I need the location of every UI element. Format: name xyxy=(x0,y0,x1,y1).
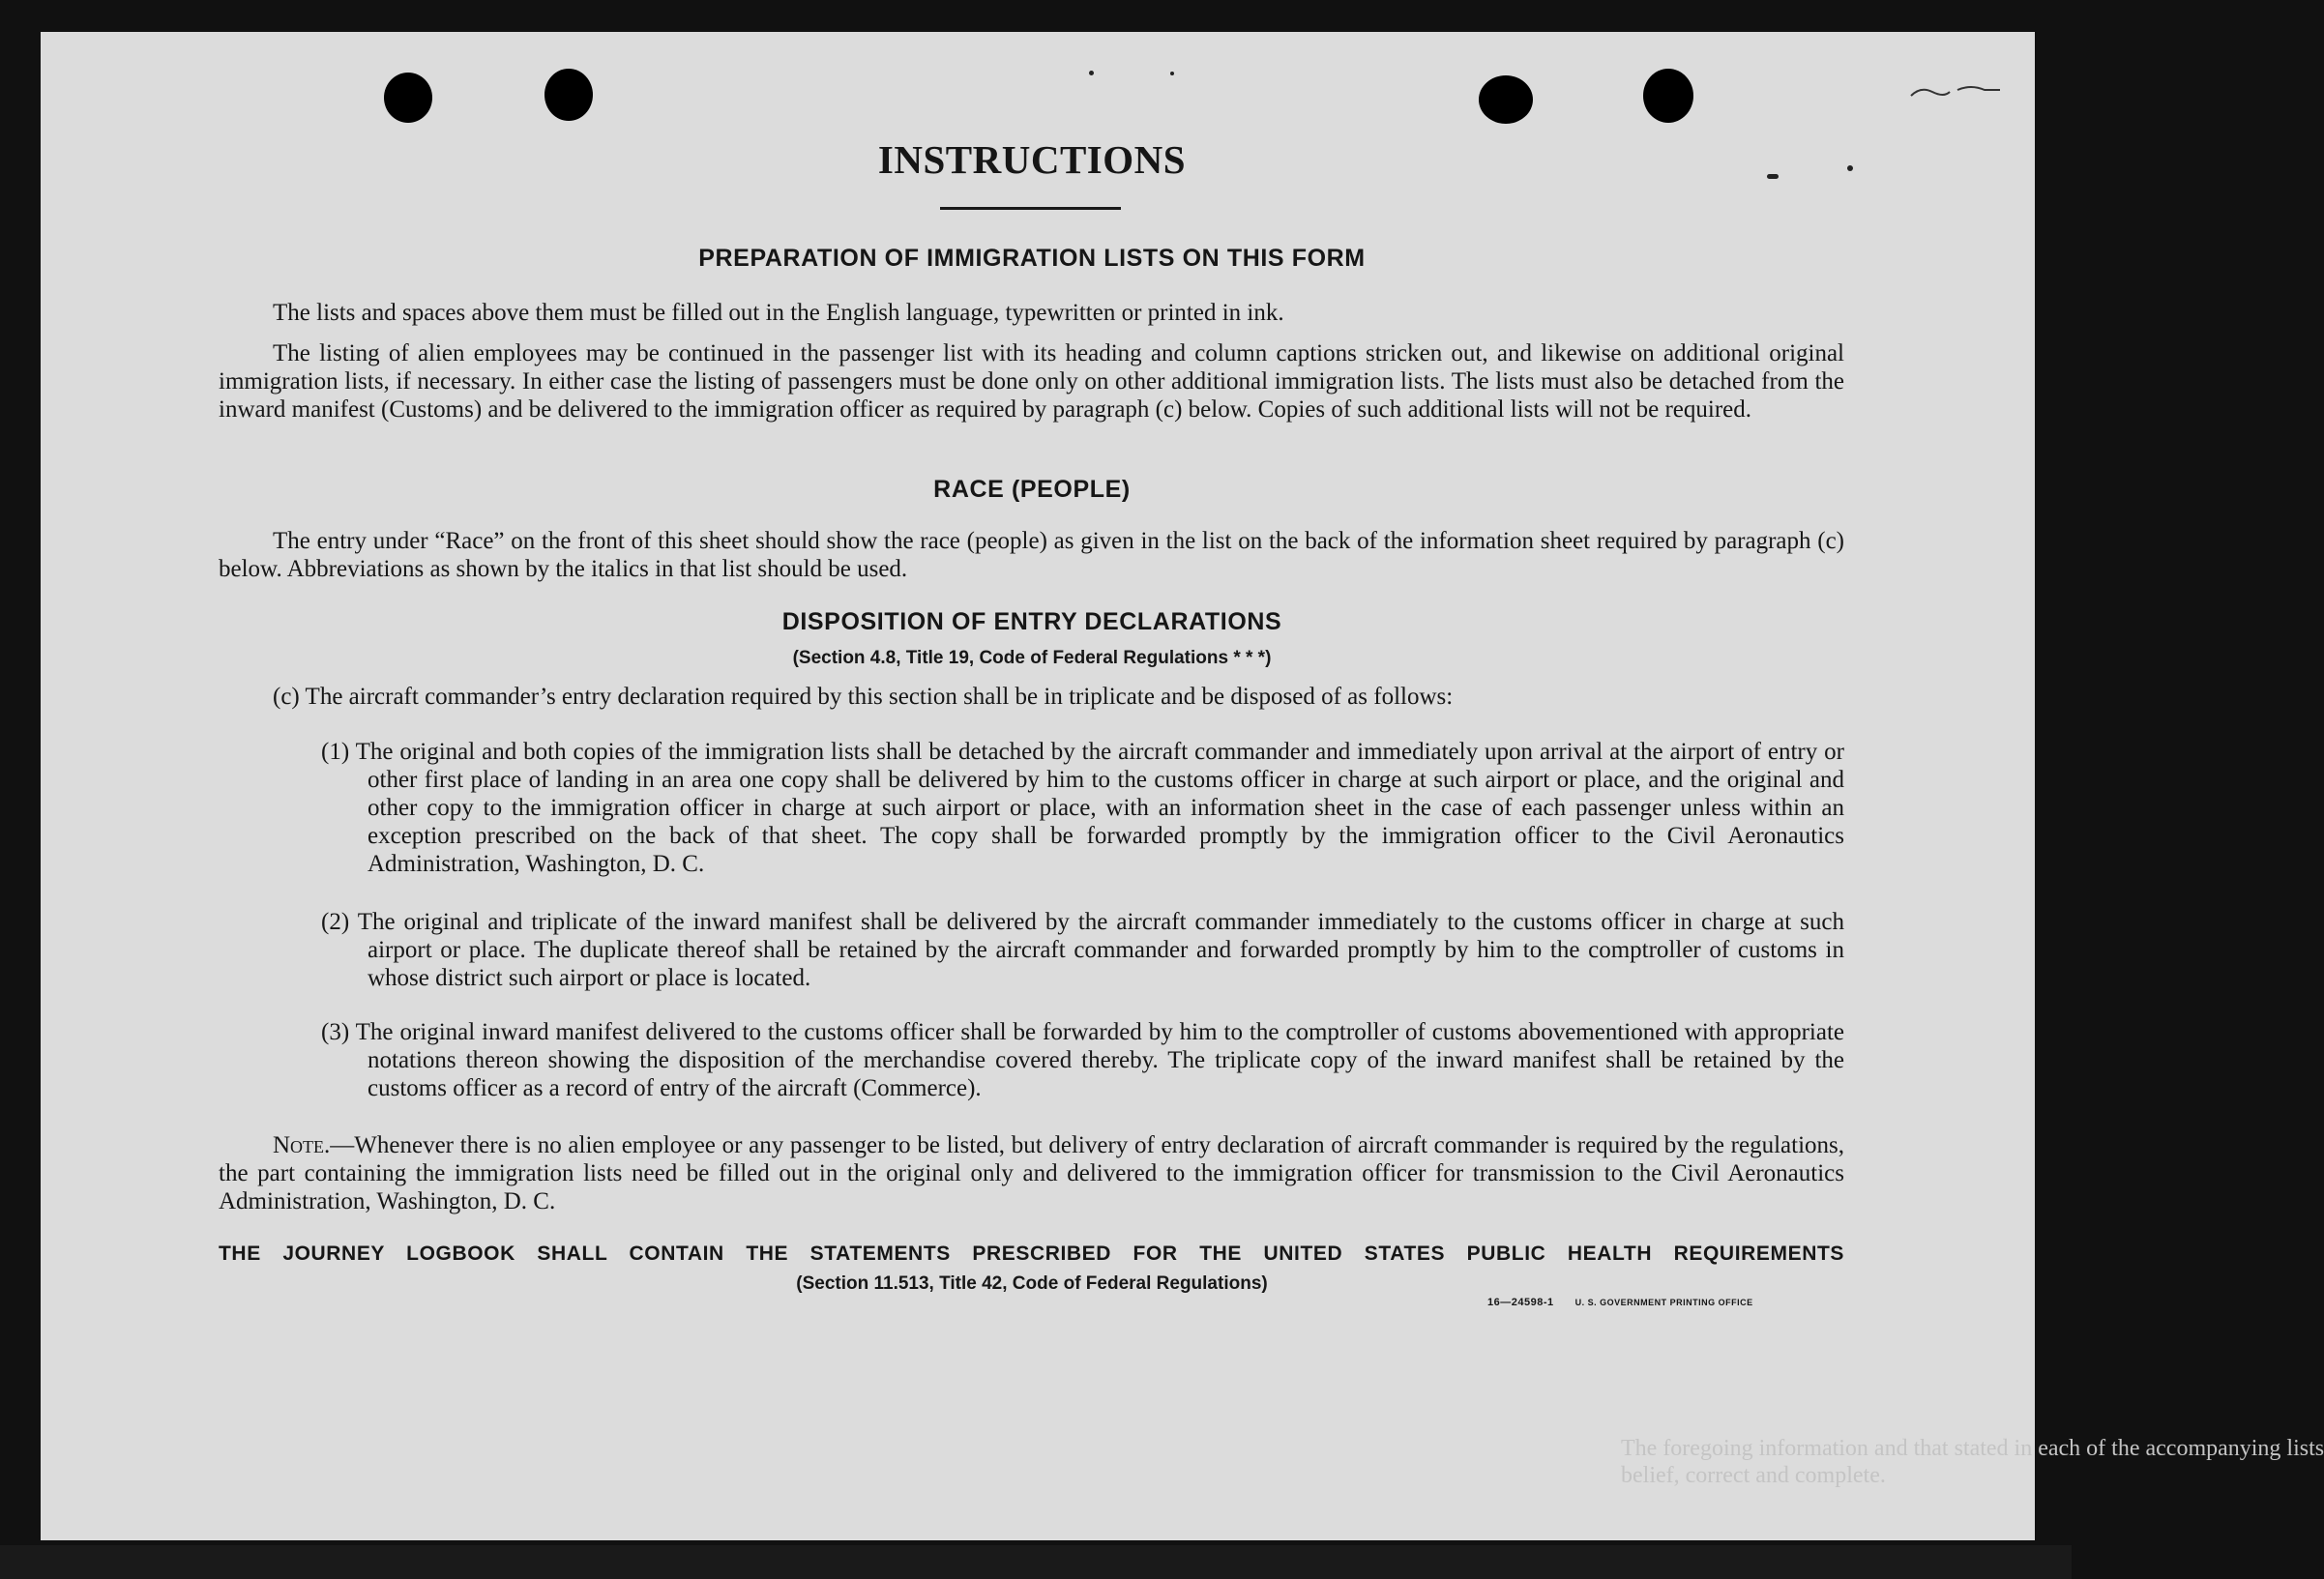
form-code: 16—24598-1 xyxy=(1487,1297,1554,1308)
race-paragraph: The entry under “Race” on the front of this sheet should show the race (people) as given in the list on the back of the information sheet required by paragraph (c) below. Abbreviations as shown by the italics in that list should be used. xyxy=(219,528,1844,582)
disposition-item-3: (3) The original inward manifest delivered to the customs officer shall be forwarded by him to the comptroller of customs abovementioned with appropriate notations thereon showing the disposition of the merchandise covered thereby. The triplicate copy of the inward manifest shall be retained by the customs officer as a record of entry of the aircraft (Commerce). xyxy=(321,1019,1844,1101)
note-label: Note. xyxy=(273,1132,331,1158)
logbook-reference: (Section 11.513, Title 42, Code of Federal Regulations) xyxy=(796,1273,1268,1294)
punch-hole-2 xyxy=(544,69,593,121)
disposition-item-1: (1) The original and both copies of the immigration lists shall be detached by the aircraft commander and immediately upon arrival at the airport of entry or other first place of landing in an area one copy shall be delivered by him to the customs officer in charge at such airport or place, and the original and other copy to the immigration officer in charge at such airport or place, with an information sheet in the case of each passenger unless within an exception prescribed on the back of that sheet. The copy shall be forwarded promptly by the immigration officer to the Civil Aeronautics Administration, Washington, D. C. xyxy=(321,739,1844,877)
title-underline xyxy=(940,207,1121,210)
section-heading-preparation: PREPARATION OF IMMIGRATION LISTS ON THIS FORM xyxy=(698,245,1366,272)
note-paragraph xyxy=(219,1131,1844,1215)
punch-hole-3 xyxy=(1479,75,1533,124)
pencil-mark xyxy=(1907,78,2004,107)
punch-hole-1 xyxy=(384,73,432,123)
logbook-statement: THE JOURNEY LOGBOOK SHALL CONTAIN THE STATEMENTS PRESCRIBED FOR THE UNITED STATES PUBLIC HEALTH REQUIREMENTS xyxy=(219,1243,1844,1265)
punch-hole-4 xyxy=(1643,69,1693,123)
section-heading-disposition: DISPOSITION OF ENTRY DECLARATIONS xyxy=(781,608,1282,635)
section-heading-race: RACE (PEOPLE) xyxy=(933,476,1131,503)
preparation-paragraph-1: The lists and spaces above them must be filled out in the English language, typewritten or printed in ink. xyxy=(273,300,1284,326)
disposition-item-2: (2) The original and triplicate of the inward manifest shall be delivered by the aircraft commander immediately to the customs officer in charge at such airport or place. The duplicate thereof shall be retained by the aircraft commander and forwarded promptly by him to the comptroller of customs in whose district such airport or place is located. xyxy=(321,909,1844,991)
printer-imprint xyxy=(1487,1297,1753,1308)
bleed-through-line-1: The foregoing information and that stated in each of the accompanying lists xyxy=(1621,1436,2324,1461)
page-title: INSTRUCTIONS xyxy=(877,137,1187,182)
disposition-intro: (c) The aircraft commander’s entry declaration required by this section shall be in triplicate and be disposed of as follows: xyxy=(273,684,1454,710)
speck-mark xyxy=(1089,71,1094,75)
bleed-through-line-2: belief, correct and complete. xyxy=(1621,1463,1886,1488)
scan-border xyxy=(0,1545,2072,1579)
speck-mark xyxy=(1170,72,1174,75)
printer-name: U. S. GOVERNMENT PRINTING OFFICE xyxy=(1574,1298,1753,1307)
disposition-reference: (Section 4.8, Title 19, Code of Federal Regulations * * *) xyxy=(792,648,1272,668)
preparation-paragraph-2: The listing of alien employees may be continued in the passenger list with its heading and column captions stricken out, and likewise on additional original immigration lists, if necessary. In either case the listing of passengers must be done only on other additional immigration lists. The lists must also be detached from the inward manifest (Customs) and be delivered to the immigration officer as required by paragraph (c) below. Copies of such additional lists will not be required. xyxy=(219,340,1844,423)
note-body: —Whenever there is no alien employee or any passenger to be listed, but delivery of entry declaration of aircraft commander is required by the regulations, the part containing the immigration lists need be filled out in the original only and delivered to the immigration officer for transmission to the Civil Aeronautics Administration, Washington, D. C. xyxy=(219,1132,1844,1214)
document-sheet xyxy=(41,32,2324,1540)
